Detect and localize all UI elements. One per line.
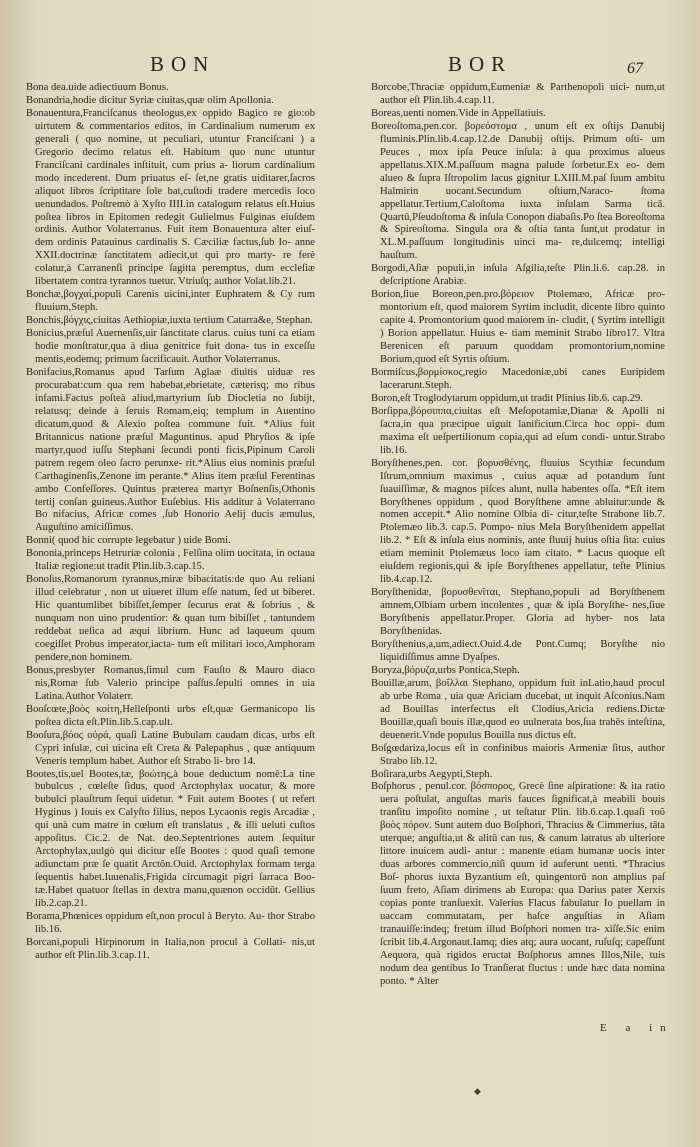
page-footer <box>600 1022 674 1034</box>
dictionary-entry: Bouillæ,arum, βοΐλλαι Stephano, oppidum fuit inLatio,haud procul ab urbe Roma , uia quæ Ariciam ducebat, ut inquit Aſconius.Nam ad Bouillas interfectus eſt Clodius,Aricia rediens.Dictæ Bouillæ,quaſi bouis illæ,quod eo uulnerata bos,ſua trahēs inteſtina, deuenerit.Vnde populus Bouilla nus dictus eſt. <box>371 677 665 741</box>
dictionary-entry: Bononia,princeps Hetruriæ colonia , Felſina olim uocitata, in octaua Italiæ regione:ut tradit Plin.lib.3.cap.15. <box>26 548 315 573</box>
dictionary-entry: Bonicius,præſul Auernenſis,uir ſanctitate clarus. cuius tuni ca etiam hodie monſtratur,qua à diua genitrice fuit dona- tus in exceſſu mentis,eodemq; primum ſacrificauit. Author Volaterranus. <box>26 328 315 366</box>
catchword: in <box>649 1022 674 1034</box>
dictionary-entry: Borcani,populi Hirpinorum in Italia,non procul à Collati- nis,ut author eſt Plin.lib.3.cap.11. <box>26 936 315 961</box>
ornament-mark: ◆ <box>474 1086 481 1096</box>
dictionary-entry: Boryſthenes,pen. cor. βορυσθένης, fluuius Scythiæ fecundum Iſtrum,omnium maximus , cuius aquæ ad potandum ſunt ſuauiſſimæ, & magnos piſces alunt, nulla habentes oſſa. *Eſt item Boryſthenes oppidum , quod Boryſthene amne abluitur:unde & nomen accepit.* Alio nomine Olbia di- citur,teſte Strabone lib.7. Ptolemæo lib.3. cap.5. Pompo- nius Mela Boryſthenidem appellat lib.2. * Eſt & inſula eius nominis, ante fluuij huius oſtia ſita: cuius etiam meminit Ptolemæus loco iam citato. * Lacus quoque eſt eiuſdem regionis,qui & ipſe Boryſthenes appellatur, teſte Plinius lib.4.cap.12. <box>371 457 665 586</box>
dictionary-entry: Bonifacius,Romanus apud Tarſum Aglaæ diuitis uiduæ res procurabat:cum qua rem habebat,ebrietate, cæterisq; mo ribus infami.Factus poſteà aliud,martyrium ſub Diocletia no ſubijt, relatusq; deinde à ſeruis Romam,eiq; templum in Auentino dicatum,quod & Alexio poſtea commune fuit. *Alius fuit Britannicus natione præſul Maguntinus. apud Phryſios & ipſe martyr,quod iuſſu Stephani ſecundi ponti ficis,Pipinum Caroli patrem regem oleo ſacro perunxe- rit.*Alius eius nominis præſul Carthaginenſis,Zenone im perante.* Alius item præſul Ferentinas ambo Confeſſores. Quintus præterea martyr Boſnenſis,Othonis tertij conſan guineus.Author Euſebius. His additur à Volaterrano Bo nifacius, Africæ comes ,ſub Honorio Aelij ducis æmulus, Auguſtino amiciſſimus. <box>26 366 315 534</box>
dictionary-entry: Bonus,presbyter Romanus,ſimul cum Fauſto & Mauro diaco nis,Romæ ſub Valerio principe paſſus.ſepulti omnes in uia Latina.Author Volaterr. <box>26 664 315 702</box>
dictionary-entry: Booſura,βόος οὐρά, quaſi Latine Bubulam caudam dicas, urbs eſt Cypri inſulæ, cui uicina eſt Creta & Palepaphus , quæ antiquum Veneris templum habet. Author eſt Strabo li- bro 14. <box>26 729 315 767</box>
header-left: BON <box>150 52 216 76</box>
dictionary-entry: Boſgœdariza,locus eſt in confinibus maioris Armeniæ ſitus, author Strabo lib.12. <box>371 742 665 767</box>
dictionary-entry: Borſippa,βόρσιππα,ciuitas eſt Meſopotamiæ,Dianæ & Apolli ni ſacra,in qua præcipue uiguit lanificium.Circa hoc oppi- dum maxima eſt ueſpertilionum copia,qui ad eſum condi- untur.Strabo lib.16. <box>371 405 665 456</box>
dictionary-entry: Borgodi,Aſiæ populi,in inſula Aſgilia,teſte Plin.li.6. cap.28. in deſcriptione Arabiæ. <box>371 263 665 288</box>
dictionary-entry: Boryza,βόρυζα,urbs Pontica,Steph. <box>371 664 520 676</box>
dictionary-entry: Bormiſcus,βορμίσκος,regio Macedoniæ,ubi canes Euripidem lacerarunt.Steph. <box>371 366 665 391</box>
dictionary-entry: Boreas,uenti nomen.Vide in Appellatiuis. <box>371 107 546 119</box>
dictionary-entry: Borcobe,Thraciæ oppidum,Eumeniæ & Parthenopoli uici- num,ut author eſt Plin.lib.4.cap.11. <box>371 82 665 106</box>
left-column <box>26 82 315 963</box>
page-number: 67 <box>627 60 643 77</box>
dictionary-entry: Boron,eſt Troglodytarum oppidum,ut tradit Plinius lib.6. cap.29. <box>371 392 643 404</box>
dictionary-entry: Boſirara,urbs Aegypti,Steph. <box>371 768 493 780</box>
right-column <box>371 82 665 989</box>
dictionary-entry: Borion,ſiue Boreon,pen.pro.βόρειον Ptolemæo, Africæ pro- montorium eſt, quod maiorem Syrtim includit, dicente libro quinto capite 4. Promontorium quod maiorem in- cludit, ( Syrtim intelligit ) Borion appellatur. Huius e- tiam meminit Strabo libro17. Vltra Berenicen eſt paruum quoddam promontorium,nomine Borium,quod eſt Syrtis oſtium. <box>371 289 665 366</box>
dictionary-entry: Boryſthenius,a,um,adiect.Ouid.4.de Pont.Cumq; Boryſthe nio liquidiſſimus amne Dyaſpes. <box>371 638 665 663</box>
dictionary-entry: Borama,Phœnices oppidum eſt,non procul à Beryto. Au- thor Strabo lib.16. <box>26 911 315 935</box>
dictionary-entry: Bootes,tis,uel Bootes,tæ, βοώτης,à boue deductum nomē:La tine bubulcus , cœleſte ſidus, quod Arctophylax uocatur, & more bubulci plauſtrum ſequi uidetur. * Fuit autem Bootes ( ut refert Hyginus ) Iouis ex Calyſto filius, nepos Lycaonis regis Arcadiæ , qui unà cum matre in cœlum eſt translatus , & illi ueluti cuſtos appoſitus. Cic.2. de Nat. deo.Septentriones autem ſequitur Arctophylax,uulgò qui dicitur eſſe Bootes : quod quaſi temone adiunctam præ ſe quatit Arctŏn.Ouid. Arctophylax formam terga ſequentis habet.Iuuenalis,Frigida circumagit pigri ſarraca Boo- tæ.Habet quatuor ſtellas in dextra manu,quænon occidūt. Gellius lib.2.cap.21. <box>26 768 315 910</box>
signature-mark: E a <box>600 1022 639 1034</box>
dictionary-entry: Bonandria,hodie dicitur Syriæ ciuitas,quæ olim Apollonia. <box>26 94 274 106</box>
dictionary-entry: Boryſthenidæ, βορυσθενῖται, Stephano,populi ad Boryſthenem amnem,Olbiam urbem incolentes , quæ & ipſa Boryſthe- nes,ſiue Boryſthenis appellatur.Proper. Gloria ad hyber- nos lata Boryſthenidas. <box>371 587 665 638</box>
dictionary-entry: Bonoſus,Romanorum tyrannus,miræ bibacitatis:de quo Au reliani illud celebratur , non ut uiueret illum eſſe natum, ſed ut biberet. Hic quantumlibet bibiſſet,ſemper ſecurus erat & ſobrius , & nunquam non uino prudentior: & quan tum bibiſſet , tantundem reddebat ueſica ad æqui librium. Hunc ad laqueum quum coegiſſet Probus imperator,iacta- tum eſt militari ioco,Amphoram pendere,non hominem. <box>26 574 315 663</box>
dictionary-entry: Bonchæ,βογχαί,populi Carenis uicini,inter Euphratem & Cy rum fluuium,Steph. <box>26 289 315 314</box>
dictionary-entry: Boſphorus , penul.cor. βόσπορος, Grecè ſine aſpiratione: & ita ratio uera poſtulat, anguſtas maris fauces ſignificat,à meabili bouis tranſitu impoſito nomine , ut teſtatur Plin. lib.6.cap.1.quaſi τοῦ βοὸς πόρον. Sunt autem duo Boſphori, Thracius & Cimmerius, tāta uterque; anguſtia,ut & alitū can tus, & canum latratus ab ulteriore littore inuicem audi- antur : manente etiam humanæ uocis inter duas arbores commercio,niſi quum id auferunt uenti. *Thracius Boſ- phorus iuxta Byzantium eſt, quingentorū non amplius paſ ſuum freto, Aſiam dirimens ab Europa: qua Darius pater Xerxis copias ponte tranſuexit. Valerius Flacus fabulatur Io puellam in uaccam commutatam, per haſce anguſtias in Aſiam tranauiſſe:indeq; fretum illud Boſphori nomen tra- xiſſe.Sic enim ſcribit lib.4.Argonaut.Iamq; dies atq; aura uocant, ruſuſq; capeſſunt Aequora, quà rigidos eructat Boſphorus amnes Illos,Nile, tuis nodum dea gentibus Io Tranſierat fluctus : unde hæc data nomina ponto. * Alter <box>371 781 665 987</box>
dictionary-entry: Booſcœte,βοὸς κοίτη,Helleſponti urbs eſt,quæ Germanicopo lis poſtea dicta eſt.Plin.lib.5.cap.ult. <box>26 703 315 728</box>
dictionary-entry: Bonni( quod hic corrupte legebatur ) uide Bomi. <box>26 535 231 547</box>
dictionary-entry: Bona dea.uide adiectiuum Bonus. <box>26 82 169 93</box>
dictionary-entry: Bonchis,βόγχις,ciuitas Aethiopiæ,iuxta tertium Catarra&e, Stephan. <box>26 315 313 327</box>
header-right: BOR <box>448 52 513 76</box>
running-header <box>0 52 700 82</box>
dictionary-entry: Boreoſtoma,pen.cor. βορεόστομα , unum eſt ex oſtijs Danubij fluminis.Plin.lib.4.cap.12.de Danubij oſtijs. Primum oſti- um Peuces , mox ipſa Peuce inſula: à qua proximus alueus appellatus.XIX.M.paſſuum magna palude ſorbetur.Ex eo- dem alueo & ſupra Iſtropolim lacus gignitur LXIII.M.paſ ſuum ambitu Halmirin uocant.Secundum oſtium,Naraco- ſtoma appellatur.Tertium,Caloſtoma iuxta inſulam Sarma ticā. Quartū,Pſeudoſtoma & inſula Conopon diabaſis.Po ſtea Boreoſtoma & Spireoſtoma. Singula ora & oſtia tanta ſunt,ut prodatur in XL.M.paſſuum longitudinis uinci ma- re,dulcemq; intelligi hauſtum. <box>371 120 665 262</box>
dictionary-entry: Bonauentura,Franciſcanus theologus,ex oppido Bagico re gio:ob uirtutem & commentarios editos, in Cardinalium numerum ex generali ( quo nomine, ut peculiari, utuntur Franciſcani ) a Gregorio decimo relatus eſt. Habitum quo nunc utuntur Franciſcani cardinales inſtituit, cum prius a- liorum cardinalium modo incederent. Dum priuatus eſ- ſet,ne gratis uiditarer,ſacros aliquot libros ſcriptitare ſole bat,cuſtodi tradere mercedis loco uenundados. Poſtremò à Xyſto IIII.in catalogum relatus eſt.Huius poſtea libros in Epitomen redegit Gulielmus Fulginas eiuſdem ordinis. Author Volaterranus. Fuit item Bonauentura alter eiuſ- dem ordinis Patauinus cardinalis S. Cæciliæ factus,ſub Io- anne XXII.doctrinæ ſanctitatem adiecit,ut qui pro marty- re ferè colatur,à Carranenſi principe ſagitta peremptus, dum eccleſiæ libertatem contra tyrannos tuetur. Vtriuſq; author Volat.lib.21. <box>26 107 315 288</box>
